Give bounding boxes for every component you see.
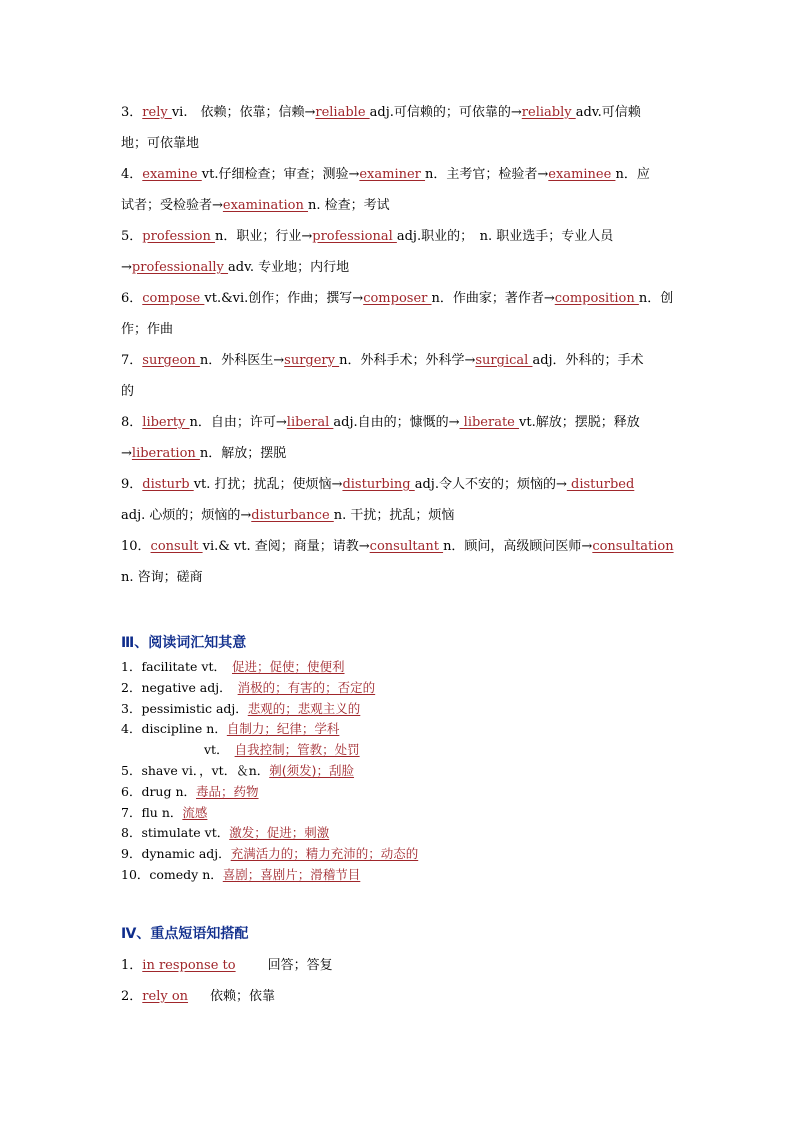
list-item: 1．in response to 回答；答复 — [121, 958, 333, 973]
list-item: 10．comedy n．喜剧；喜剧片；滑稽节目 — [121, 866, 361, 882]
word-line: 7．surgeon n．外科医生→surgery n．外科手术；外科学→surgical adj．外科的；手术 — [121, 353, 644, 368]
word-line: 6．compose vt.&vi.创作；作曲；撰写→composer n．作曲家；著作者→composition n．创 — [121, 291, 674, 306]
word-line: 作；作曲 — [121, 322, 174, 337]
word-family-list — [121, 97, 691, 593]
word-line: 4．examine vt.仔细检查；审查；测验→examiner n．主考官；检验者→examinee n．应 — [121, 167, 650, 182]
list-item: 6．drug n．毒品；药物 — [121, 783, 259, 799]
word-line: n. 咨询；磋商 — [121, 570, 203, 585]
list-item: 2．negative adj． 消极的；有害的；否定的 — [121, 679, 376, 695]
list-item: 5．shave vi．，vt．＆n．剃(须发)；刮脸 — [121, 762, 355, 778]
word-line: →professionally adv. 专业地；内行地 — [121, 260, 350, 275]
list-item: 1．facilitate vt． 促进；促使；使便利 — [121, 659, 345, 674]
key-phrase-list — [121, 950, 333, 1012]
word-line: 8．liberty n．自由；许可→liberal adj.自由的；慷慨的→ liberate vt.解放；摆脱；释放 — [121, 415, 640, 430]
section-title-reading-vocab: Ⅲ、阅读词汇知其意 — [121, 635, 247, 651]
word-line: 5．profession n．职业；行业→professional adj.职业的； n. 职业选手；专业人员 — [121, 229, 614, 244]
reading-vocab-list — [121, 657, 418, 886]
section-title-key-phrases: Ⅳ、重点短语知搭配 — [121, 926, 249, 942]
list-item: 9．dynamic adj．充满活力的；精力充沛的；动态的 — [121, 846, 419, 862]
word-line: 的 — [121, 384, 135, 399]
word-line: adj. 心烦的；烦恼的→disturbance n. 干扰；扰乱；烦恼 — [121, 508, 455, 523]
word-line: 9．disturb vt. 打扰；扰乱；使烦恼→disturbing adj.令人不安的；烦恼的→ disturbed — [121, 477, 635, 492]
list-item: 4．discipline n．自制力；纪律；学科 — [121, 721, 340, 737]
word-line: 地；可依靠地 — [121, 136, 200, 151]
list-item: 2．rely on 依赖；依靠 — [121, 989, 276, 1004]
list-item: 3．pessimistic adj．悲观的；悲观主义的 — [121, 700, 361, 716]
word-line: →liberation n．解放；摆脱 — [121, 446, 287, 461]
word-line: 试者；受检验者→examination n. 检查；考试 — [121, 198, 390, 213]
list-item: vt． 自我控制；管教；处罚 — [204, 742, 360, 758]
list-item: 7．flu n．流感 — [121, 804, 208, 820]
word-line: 10．consult vi.& vt. 查阅；商量；请教→consultant n．顾问，高级顾问医师→consultation — [121, 539, 674, 554]
list-item: 8．stimulate vt．激发；促进；刺激 — [121, 825, 330, 841]
word-line: 3．rely vi. 依赖；依靠；信赖→reliable adj.可信赖的；可依靠的→reliably adv.可信赖 — [121, 105, 641, 120]
